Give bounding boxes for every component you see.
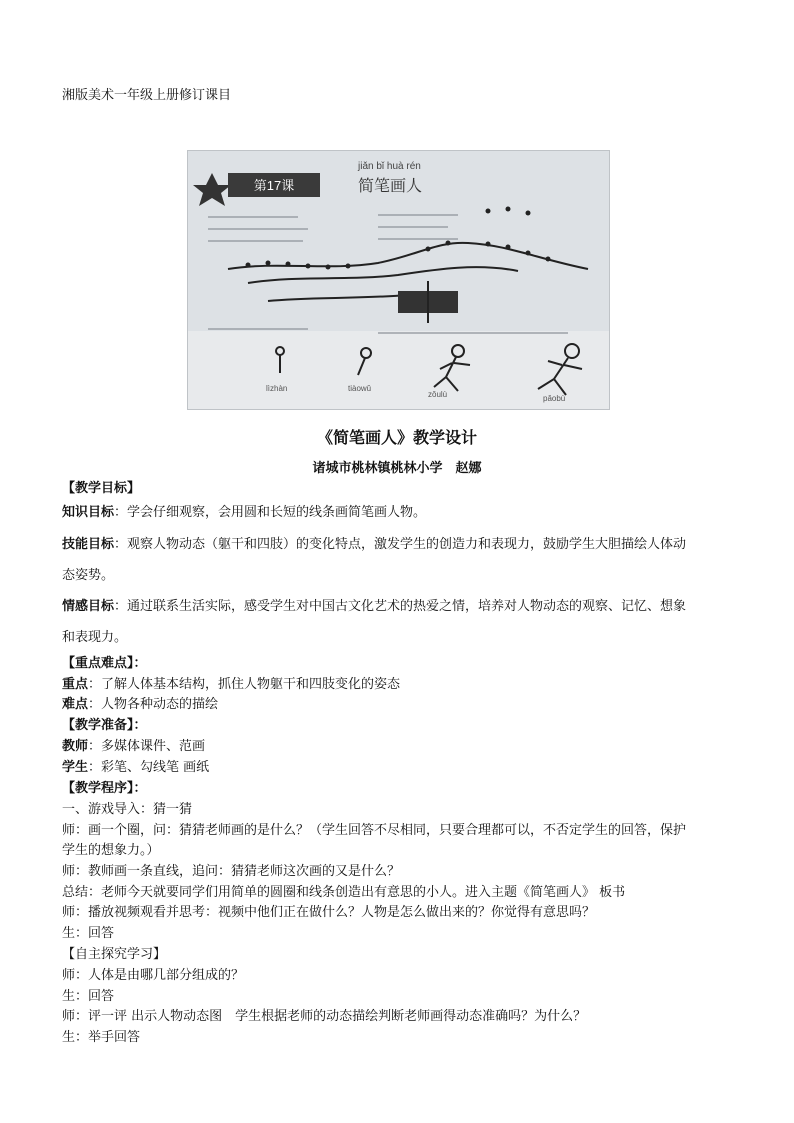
explore-heading: 【自主探究学习】 xyxy=(62,947,167,962)
teacher-prep xyxy=(62,738,742,756)
document-author: 诸城市桃林镇桃林小学 赵娜 xyxy=(312,461,482,476)
emotion-goal xyxy=(62,598,742,616)
teacher-label: 教师 xyxy=(62,739,89,754)
knowledge-label: 知识目标 xyxy=(62,505,115,520)
caption-3: zǒulù xyxy=(428,390,448,399)
book-title: 简笔画人 xyxy=(358,176,423,195)
student-text: ：彩笔、勾线笔 画纸 xyxy=(88,760,210,775)
skill-text-1: ：观察人物动态（躯干和四肢）的变化特点，激发学生的创造力和表现力，鼓励学生大胆描绘人体动 xyxy=(114,537,687,552)
key-label: 重点 xyxy=(62,677,89,692)
explore-line-2: 生：回答 xyxy=(62,989,115,1004)
book-pinyin: jiǎn bǐ huà rén xyxy=(358,161,421,172)
document-title: 《简笔画人》教学设计 xyxy=(316,428,477,447)
emotion-text-2: 和表现力。 xyxy=(62,630,128,645)
explore-line-1: 师：人体是由哪几部分组成的？ xyxy=(62,968,245,983)
procedure-line-2: 师：画一个圈，问：猜猜老师画的是什么？（学生回答不尽相同，只要合理都可以，不否定学生的回答，保护 xyxy=(62,823,687,838)
diff-text: ：人物各种动态的描绘 xyxy=(88,697,219,712)
procedure-heading: 【教学程序】： xyxy=(62,781,147,796)
explore-line-4: 生：举手回答 xyxy=(62,1030,141,1045)
book-lesson-label: 第17课 xyxy=(253,178,295,193)
difficulty-point xyxy=(62,696,742,714)
emotion-label: 情感目标 xyxy=(62,599,115,614)
procedure-line-7: 生：回答 xyxy=(62,926,115,941)
caption-2: tiàowǔ xyxy=(348,384,372,393)
key-heading: 【重点难点】： xyxy=(62,656,147,671)
goals-heading: 【教学目标】 xyxy=(62,481,141,496)
procedure-line-6: 师：播放视频观看并思考：视频中他们正在做什么？人物是怎么做出来的？你觉得有意思吗？ xyxy=(62,905,596,920)
procedure-line-3: 学生的想象力。） xyxy=(62,843,160,858)
key-point xyxy=(62,676,742,694)
procedure-line-5: 总结：老师今天就要同学们用简单的圆圈和线条创造出有意思的小人。进入主题《简笔画人》 板书 xyxy=(62,885,626,900)
caption-1: lìzhàn xyxy=(266,384,288,393)
skill-text-2: 态姿势。 xyxy=(62,568,115,583)
explore-line-3: 师：评一评 出示人物动态图 学生根据老师的动态描绘判断老师画得动态准确吗？为什么？ xyxy=(62,1009,587,1024)
procedure-line-4: 师：教师画一条直线，追问：猜猜老师这次画的又是什么？ xyxy=(62,864,401,879)
textbook-photo xyxy=(187,150,610,410)
student-prep xyxy=(62,759,742,777)
teacher-text: ：多媒体课件、范画 xyxy=(88,739,206,754)
textbook-photo-illustration xyxy=(188,151,609,409)
diff-label: 难点 xyxy=(62,697,89,712)
skill-goal xyxy=(62,536,742,554)
procedure-line-1: 一、游戏导入：猜一猜 xyxy=(62,802,193,817)
caption-4: pǎobù xyxy=(543,394,566,403)
student-label: 学生 xyxy=(62,760,89,775)
document-header: 湘版美术一年级上册修订课目 xyxy=(62,88,232,103)
prep-heading: 【教学准备】： xyxy=(62,718,147,733)
knowledge-goal xyxy=(62,504,742,522)
emotion-text-1: ：通过联系生活实际，感受学生对中国古文化艺术的热爱之情，培养对人物动态的观察、记忆、想象 xyxy=(114,599,687,614)
knowledge-text: ：学会仔细观察，会用圆和长短的线条画简笔画人物。 xyxy=(114,505,427,520)
key-text: ：了解人体基本结构，抓住人物躯干和四肢变化的姿态 xyxy=(88,677,401,692)
skill-label: 技能目标 xyxy=(62,537,115,552)
